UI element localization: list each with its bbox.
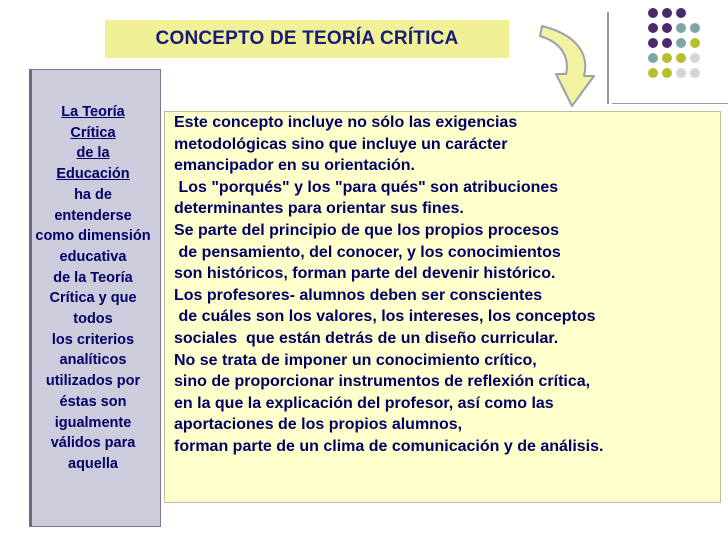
- left-panel-line: Crítica y que: [49, 290, 137, 307]
- decorative-dot: [662, 68, 672, 78]
- main-text-line: de cuáles son los valores, los intereses, los conceptos: [174, 308, 596, 326]
- main-text-line: sino de proporcionar instrumentos de reflexión crítica,: [174, 373, 591, 391]
- left-panel-line: educativa: [59, 248, 127, 265]
- main-text-line: forman parte de un clima de comunicación y de análisis.: [174, 437, 604, 455]
- main-text-line: Los profesores- alumnos deben ser conscientes: [174, 286, 543, 304]
- left-panel-line: entenderse: [54, 207, 132, 224]
- decorative-horizontal-line: [612, 103, 728, 104]
- decorative-dot: [676, 38, 686, 48]
- main-text-line: Los "porqués" y los "para qués" son atribuciones: [174, 178, 559, 196]
- main-text-line: en la que la explicación del profesor, así como las: [174, 394, 554, 412]
- decorative-dot: [662, 23, 672, 33]
- title-banner: [105, 20, 509, 58]
- left-panel-line: válidos para: [50, 435, 136, 452]
- decorative-dot: [662, 38, 672, 48]
- decorative-dot: [648, 8, 658, 18]
- decorative-dot: [648, 53, 658, 63]
- main-text-line: de pensamiento, del conocer, y los conocimientos: [174, 243, 561, 261]
- main-text-line: son históricos, forman parte del devenir histórico.: [174, 265, 556, 283]
- left-panel-line: de la Teoría: [53, 269, 133, 286]
- curved-arrow-icon: [534, 20, 604, 110]
- left-panel-line: aquella: [68, 455, 118, 472]
- left-panel-line: los criterios: [51, 331, 135, 348]
- left-panel-line: Crítica: [70, 124, 116, 141]
- main-text-line: determinantes para orientar sus fines.: [174, 200, 464, 218]
- main-text-body: [174, 112, 603, 458]
- left-panel-line: Educación: [56, 166, 130, 183]
- left-panel-line: de la: [76, 145, 110, 162]
- left-panel-line: ha de: [74, 186, 112, 203]
- decorative-vertical-line: [607, 12, 609, 104]
- decorative-dot: [676, 23, 686, 33]
- decorative-dot: [690, 23, 700, 33]
- main-text-line: No se trata de imponer un conocimiento crítico,: [174, 351, 537, 369]
- left-panel-line: analíticos: [59, 352, 127, 369]
- decorative-dot: [690, 68, 700, 78]
- main-text-line: emancipador en su orientación.: [174, 157, 415, 175]
- decorative-dot: [676, 53, 686, 63]
- slide-title: CONCEPTO DE TEORÍA CRÍTICA: [155, 28, 459, 49]
- left-panel-line: como dimensión: [35, 228, 151, 245]
- left-panel-line: La Teoría: [61, 104, 125, 120]
- main-text-line: Se parte del principio de que los propios procesos: [174, 221, 559, 239]
- left-panel-line: utilizados por: [45, 373, 141, 390]
- decorative-dot: [690, 38, 700, 48]
- left-panel-text: [29, 102, 157, 475]
- main-text-line: Este concepto incluye no sólo las exigencias: [174, 114, 518, 131]
- left-panel-line: igualmente: [54, 414, 132, 431]
- decorative-dot: [662, 53, 672, 63]
- main-text-line: aportaciones de los propios alumnos,: [174, 416, 463, 434]
- main-text-line: sociales que están detrás de un diseño curricular.: [174, 329, 559, 347]
- main-text-line: metodológicas sino que incluye un carácter: [174, 135, 508, 153]
- decorative-dot: [690, 53, 700, 63]
- decorative-dot: [648, 23, 658, 33]
- left-panel-line: éstas son: [59, 393, 127, 410]
- left-panel-line: todos: [73, 311, 113, 328]
- decorative-dot: [648, 38, 658, 48]
- decorative-dot: [662, 8, 672, 18]
- decorative-dot: [676, 8, 686, 18]
- decorative-dot: [676, 68, 686, 78]
- decorative-dot: [648, 68, 658, 78]
